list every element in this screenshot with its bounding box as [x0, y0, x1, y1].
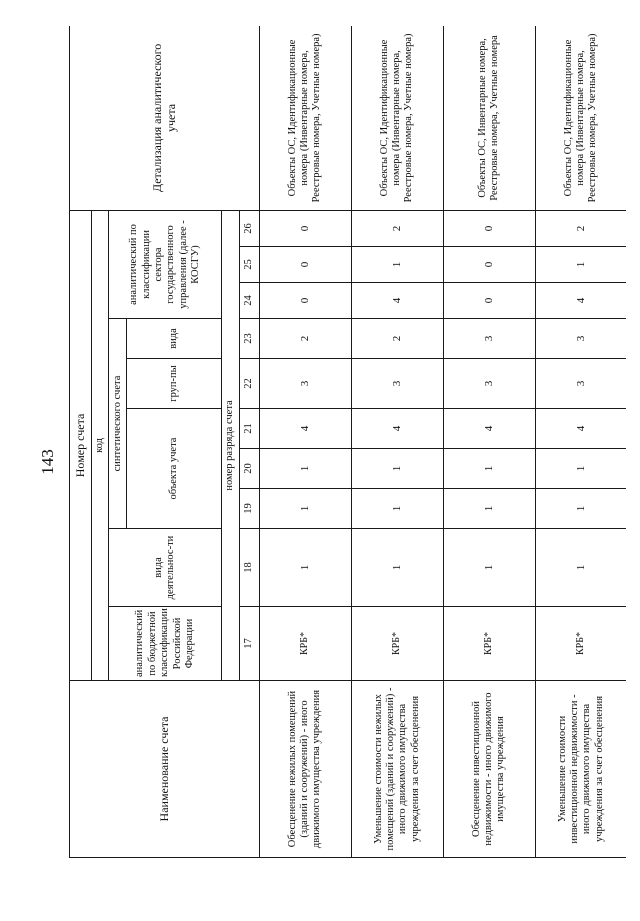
cell-digit-25: 0: [443, 247, 535, 283]
cell-digit-23: 2: [259, 319, 351, 359]
col-number: 23: [239, 319, 259, 359]
table-row: [259, 26, 351, 858]
cell-activity-type: 1: [535, 529, 626, 607]
header-activity-type: вида деятельнос-ти: [109, 529, 222, 607]
cell-digit-20: 1: [351, 449, 443, 489]
header-group: груп-пы: [127, 359, 222, 409]
row-detail: Объекты ОС, Идентификационные номера (Инвентарные номера, Реестровые номера, Учетные номера): [259, 26, 351, 210]
col-number: 24: [239, 283, 259, 319]
row-detail: Объекты ОС, Инвентарные номера, Реестровые номера, Учетные номера: [443, 26, 535, 210]
cell-digit-20: 1: [443, 449, 535, 489]
header-digit-number: номер разряда счета: [222, 210, 239, 680]
cell-digit-26: 0: [259, 210, 351, 246]
page-number: 143: [38, 449, 57, 475]
cell-budget-class: КРБ*: [535, 607, 626, 681]
col-number: 20: [239, 449, 259, 489]
cell-budget-class: КРБ*: [259, 607, 351, 681]
row-account-name: Обесценение нежилых помещений (зданий и сооружений) - иного движимого имущества учреждения: [259, 681, 351, 858]
header-account-name: Наименование счета: [70, 681, 260, 858]
col-number: 25: [239, 247, 259, 283]
row-detail: Объекты ОС, Идентификационные номера (Инвентарные номера, Реестровые номера, Учетные номера): [351, 26, 443, 210]
cell-digit-23: 2: [351, 319, 443, 359]
header-account-number: Номер счета: [70, 210, 92, 680]
rotated-table-area: [69, 26, 626, 858]
table-row: [351, 26, 443, 858]
header-account-object: объекта учета: [127, 409, 222, 529]
header-detail: Детализация аналитического учета: [70, 26, 260, 210]
row-detail: Объекты ОС, Идентификационные номера (Инвентарные номера, Реестровые номера, Учетные номера): [535, 26, 626, 210]
col-number: 18: [239, 529, 259, 607]
header-synthetic: синтетического счета: [109, 319, 127, 529]
cell-digit-22: 3: [443, 359, 535, 409]
cell-digit-21: 4: [259, 409, 351, 449]
cell-budget-class: КРБ*: [443, 607, 535, 681]
col-number: 19: [239, 489, 259, 529]
cell-digit-25: 0: [259, 247, 351, 283]
cell-budget-class: КРБ*: [351, 607, 443, 681]
cell-digit-20: 1: [259, 449, 351, 489]
cell-digit-26: 2: [535, 210, 626, 246]
cell-digit-21: 4: [443, 409, 535, 449]
row-account-name: Обесценение инвестиционной недвижимости - иного движимого имущества учреждения: [443, 681, 535, 858]
col-number: 21: [239, 409, 259, 449]
cell-digit-26: 0: [443, 210, 535, 246]
col-number: 26: [239, 210, 259, 246]
row-account-name: Уменьшение стоимости нежилых помещений (зданий и сооружений) - иного движимого имущества учреждения за счет обесценения: [351, 681, 443, 858]
header-kosgu: аналитический по классификации сектора государственного управления (далее - КОСГУ): [109, 210, 222, 318]
cell-digit-21: 4: [351, 409, 443, 449]
col-number: 22: [239, 359, 259, 409]
cell-digit-19: 1: [535, 489, 626, 529]
cell-digit-25: 1: [351, 247, 443, 283]
accounts-table: [69, 26, 626, 858]
cell-digit-23: 3: [443, 319, 535, 359]
cell-digit-24: 0: [443, 283, 535, 319]
cell-digit-19: 1: [443, 489, 535, 529]
cell-activity-type: 1: [259, 529, 351, 607]
row-account-name: Уменьшение стоимости инвестиционной недвижимости - иного движимого имущества учреждения за счет обесценения: [535, 681, 626, 858]
cell-digit-20: 1: [535, 449, 626, 489]
header-kind: вида: [127, 319, 222, 359]
cell-activity-type: 1: [443, 529, 535, 607]
col-number: 17: [239, 607, 259, 681]
cell-digit-24: 0: [259, 283, 351, 319]
header-code: код: [92, 210, 109, 680]
table-row: [535, 26, 626, 858]
cell-digit-21: 4: [535, 409, 626, 449]
header-budget-class: аналитический по бюджетной классификации Российской Федерации: [109, 607, 222, 681]
cell-digit-24: 4: [535, 283, 626, 319]
cell-digit-19: 1: [259, 489, 351, 529]
cell-digit-22: 3: [259, 359, 351, 409]
cell-digit-22: 3: [535, 359, 626, 409]
table-frame: [69, 26, 626, 858]
cell-digit-25: 1: [535, 247, 626, 283]
cell-activity-type: 1: [351, 529, 443, 607]
table-row: [443, 26, 535, 858]
cell-digit-19: 1: [351, 489, 443, 529]
cell-digit-24: 4: [351, 283, 443, 319]
cell-digit-22: 3: [351, 359, 443, 409]
cell-digit-23: 3: [535, 319, 626, 359]
cell-digit-26: 2: [351, 210, 443, 246]
